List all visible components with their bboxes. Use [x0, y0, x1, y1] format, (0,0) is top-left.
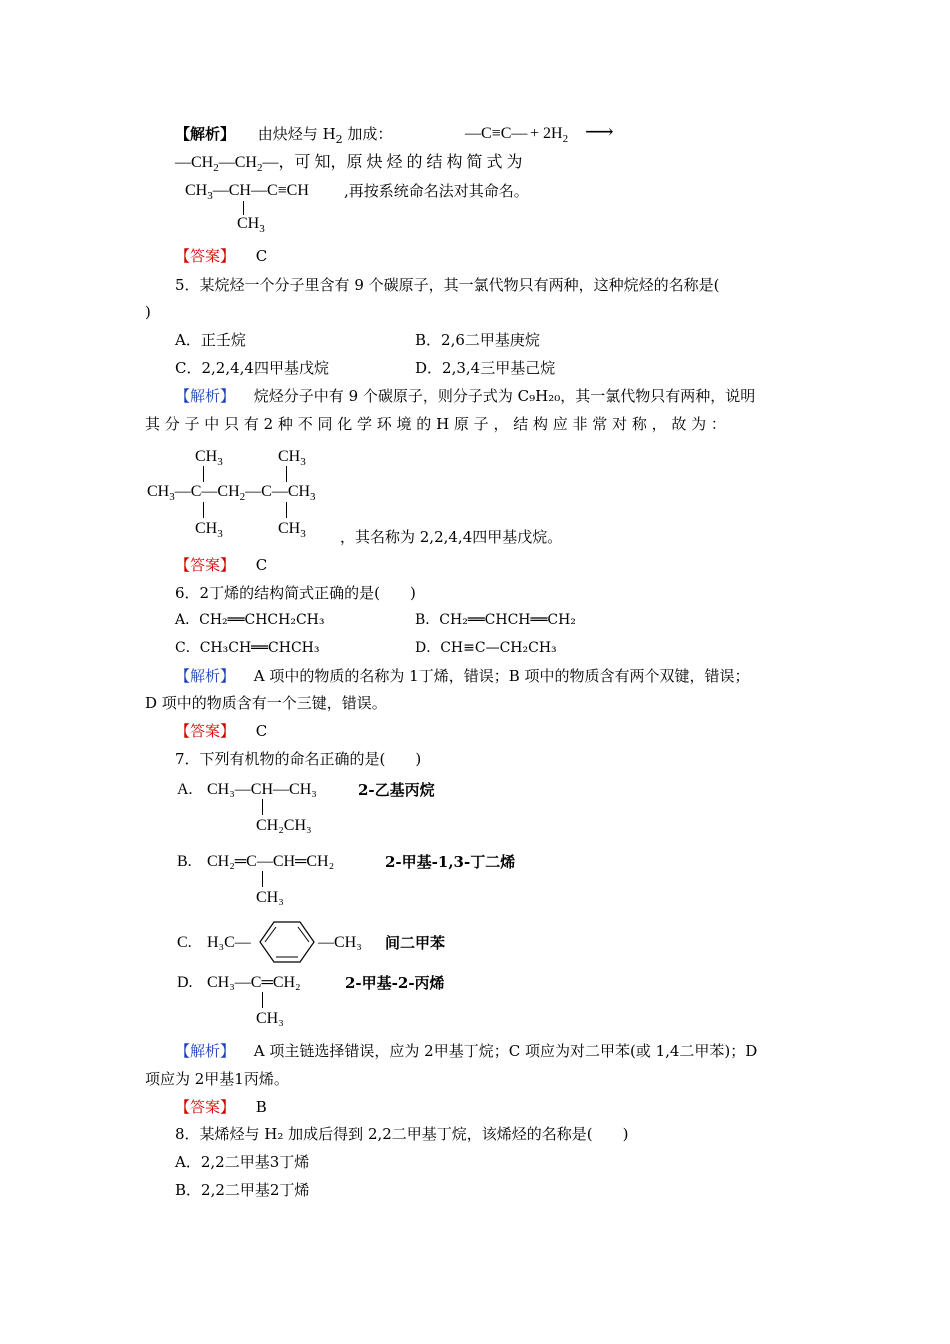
q7-b-branch-bond [262, 871, 263, 887]
q5-option-a: A．正壬烷 [175, 331, 246, 349]
q4-analysis-tail: ,再按系统命名法对其命名。 [344, 182, 529, 200]
q7-a-branch-bond [262, 799, 263, 815]
q6-option-c: C．CH₃CH══CHCH₃ [175, 640, 320, 656]
q6-option-d: D．CH≡C—CH₂CH₃ [415, 640, 557, 656]
struct-bottom-ch3-2: $CH_3$ [278, 520, 306, 540]
answer-tag: 【答案】 [175, 1098, 236, 1116]
q5-answer-line [175, 555, 267, 575]
q7-option-c-label: C. [177, 934, 192, 951]
q7-option-a-label: A. [177, 781, 193, 798]
q7-analysis-line1: 【解析】 A 项主链选择错误，应为 2甲基丁烷；C 项应为对二甲苯(或 1,4二甲苯)；D [175, 1042, 758, 1060]
alkyne-structure-branch: $CH_3$ [237, 215, 265, 235]
q7-stem: 7．下列有机物的命名正确的是( ) [175, 750, 422, 768]
answer-value: B [255, 1098, 267, 1116]
q5-analysis-line2: 其 分 子 中 只 有 2 种 不 同 化 学 环 境 的 H 原 子 ， 结 构 应 非 常 对 称 ， 故 为 ： [145, 415, 726, 433]
q6-analysis-line1: 【解析】 A 项中的物质的名称为 1丁烯，错误；B 项中的物质含有两个双键，错误； [175, 667, 750, 685]
q7-option-c-right: —CH₃ [318, 934, 362, 951]
struct-bond-up-2 [286, 466, 287, 482]
q7-option-b-main: CH₂═C—CH═CH₂ [207, 853, 335, 870]
q5-stem: 5．某烷烃一个分子里含有 9 个碳原子，其一氯代物只有两种，这种烷烃的名称是( [175, 276, 720, 294]
struct-top-ch3-1: $CH_3$ [195, 448, 223, 468]
q4-answer-line [175, 246, 267, 266]
struct-bond-down-1 [203, 502, 204, 518]
q7-answer-line [175, 1097, 267, 1117]
q7-option-c-left: H₃C— [207, 934, 251, 951]
branch-bond [243, 201, 244, 215]
q5-option-d: D．2,3,4三甲基己烷 [415, 359, 556, 377]
q8-stem: 8．某烯烃与 H₂ 加成后得到 2,2二甲基丁烷，该烯烃的名称是( ) [175, 1125, 629, 1143]
answer-tag: 【答案】 [175, 247, 236, 265]
struct-bottom-ch3-1: $CH_3$ [195, 520, 223, 540]
q5-option-b: B．2,6二甲基庚烷 [415, 331, 540, 349]
answer-value: C [255, 556, 268, 574]
answer-tag: 【答案】 [175, 722, 236, 740]
q4-analysis-line2: $—CH_2—CH_2—$，可 知，原 炔 烃 的 结 构 简 式 为 [175, 154, 523, 174]
q6-analysis-line2: D 项中的物质含有一个三键，错误。 [145, 694, 387, 712]
benzene-ring-icon [252, 918, 322, 966]
analysis-tag: 【解析】 [175, 125, 236, 143]
q7-option-d-branch: CH₃ [256, 1010, 284, 1027]
q7-option-b-label: B. [177, 853, 192, 870]
q5-analysis-line1: 【解析】 烷烃分子中有 9 个碳原子，则分子式为 C₉H₂₀，其一氯代物只有两种，说明 [175, 387, 756, 405]
answer-value: C [255, 247, 268, 265]
q6-option-a: A．CH₂══CHCH₂CH₃ [175, 612, 325, 628]
analysis-text: 由炔烃与 $H_2$ 加成： [257, 125, 393, 146]
q7-option-b-name: 2-甲基-1,3-丁二烯 [385, 853, 516, 871]
q7-option-b-branch: CH₃ [256, 889, 284, 906]
equation-arrow: ⟶ [585, 121, 614, 143]
q8-option-a: A．2,2二甲基3丁烯 [175, 1153, 310, 1171]
q7-option-c-name: 间二甲苯 [385, 934, 446, 952]
q7-option-a-branch: CH₂CH₃ [256, 817, 312, 834]
q5-option-c: C．2,2,4,4四甲基戊烷 [175, 359, 329, 377]
analysis-tag: 【解析】 [175, 387, 236, 405]
q7-d-branch-bond [262, 992, 263, 1008]
q6-stem: 6．2丁烯的结构简式正确的是( ) [175, 584, 416, 602]
q4-analysis-line1 [175, 124, 392, 146]
q7-option-d-label: D. [177, 974, 193, 991]
q7-option-a-main: CH₃—CH—CH₃ [207, 781, 317, 798]
analysis-tag: 【解析】 [175, 1042, 236, 1060]
struct-bond-up-1 [203, 466, 204, 482]
struct-bond-down-2 [286, 502, 287, 518]
q6-option-b: B．CH₂══CHCH══CH₂ [415, 612, 576, 628]
q7-option-a-name: 2-乙基丙烷 [358, 781, 435, 799]
struct-main-chain: $CH_3—C—CH_2—C—CH_3$ [147, 483, 316, 503]
equation-plus: + $2H_2$ [530, 125, 569, 145]
equation-left: —C≡C— [465, 125, 528, 142]
q8-option-b: B．2,2二甲基2丁烯 [175, 1181, 310, 1199]
q6-answer-line [175, 721, 267, 741]
q7-option-d-main: CH₃—C═CH₂ [207, 974, 301, 991]
q7-option-d-name: 2-甲基-2-丙烯 [345, 974, 445, 992]
answer-value: C [255, 722, 268, 740]
struct-top-ch3-2: $CH_3$ [278, 448, 306, 468]
alkyne-structure-main: $CH_3—CH—C\equiv CH$ [185, 182, 309, 202]
answer-tag: 【答案】 [175, 556, 236, 574]
q5-stem-cont: ) [145, 303, 151, 321]
analysis-tag: 【解析】 [175, 667, 236, 685]
q5-name-tail: ，其名称为 2,2,4,4四甲基戊烷。 [340, 528, 563, 546]
q7-analysis-line2: 项应为 2甲基1丙烯。 [145, 1070, 289, 1088]
